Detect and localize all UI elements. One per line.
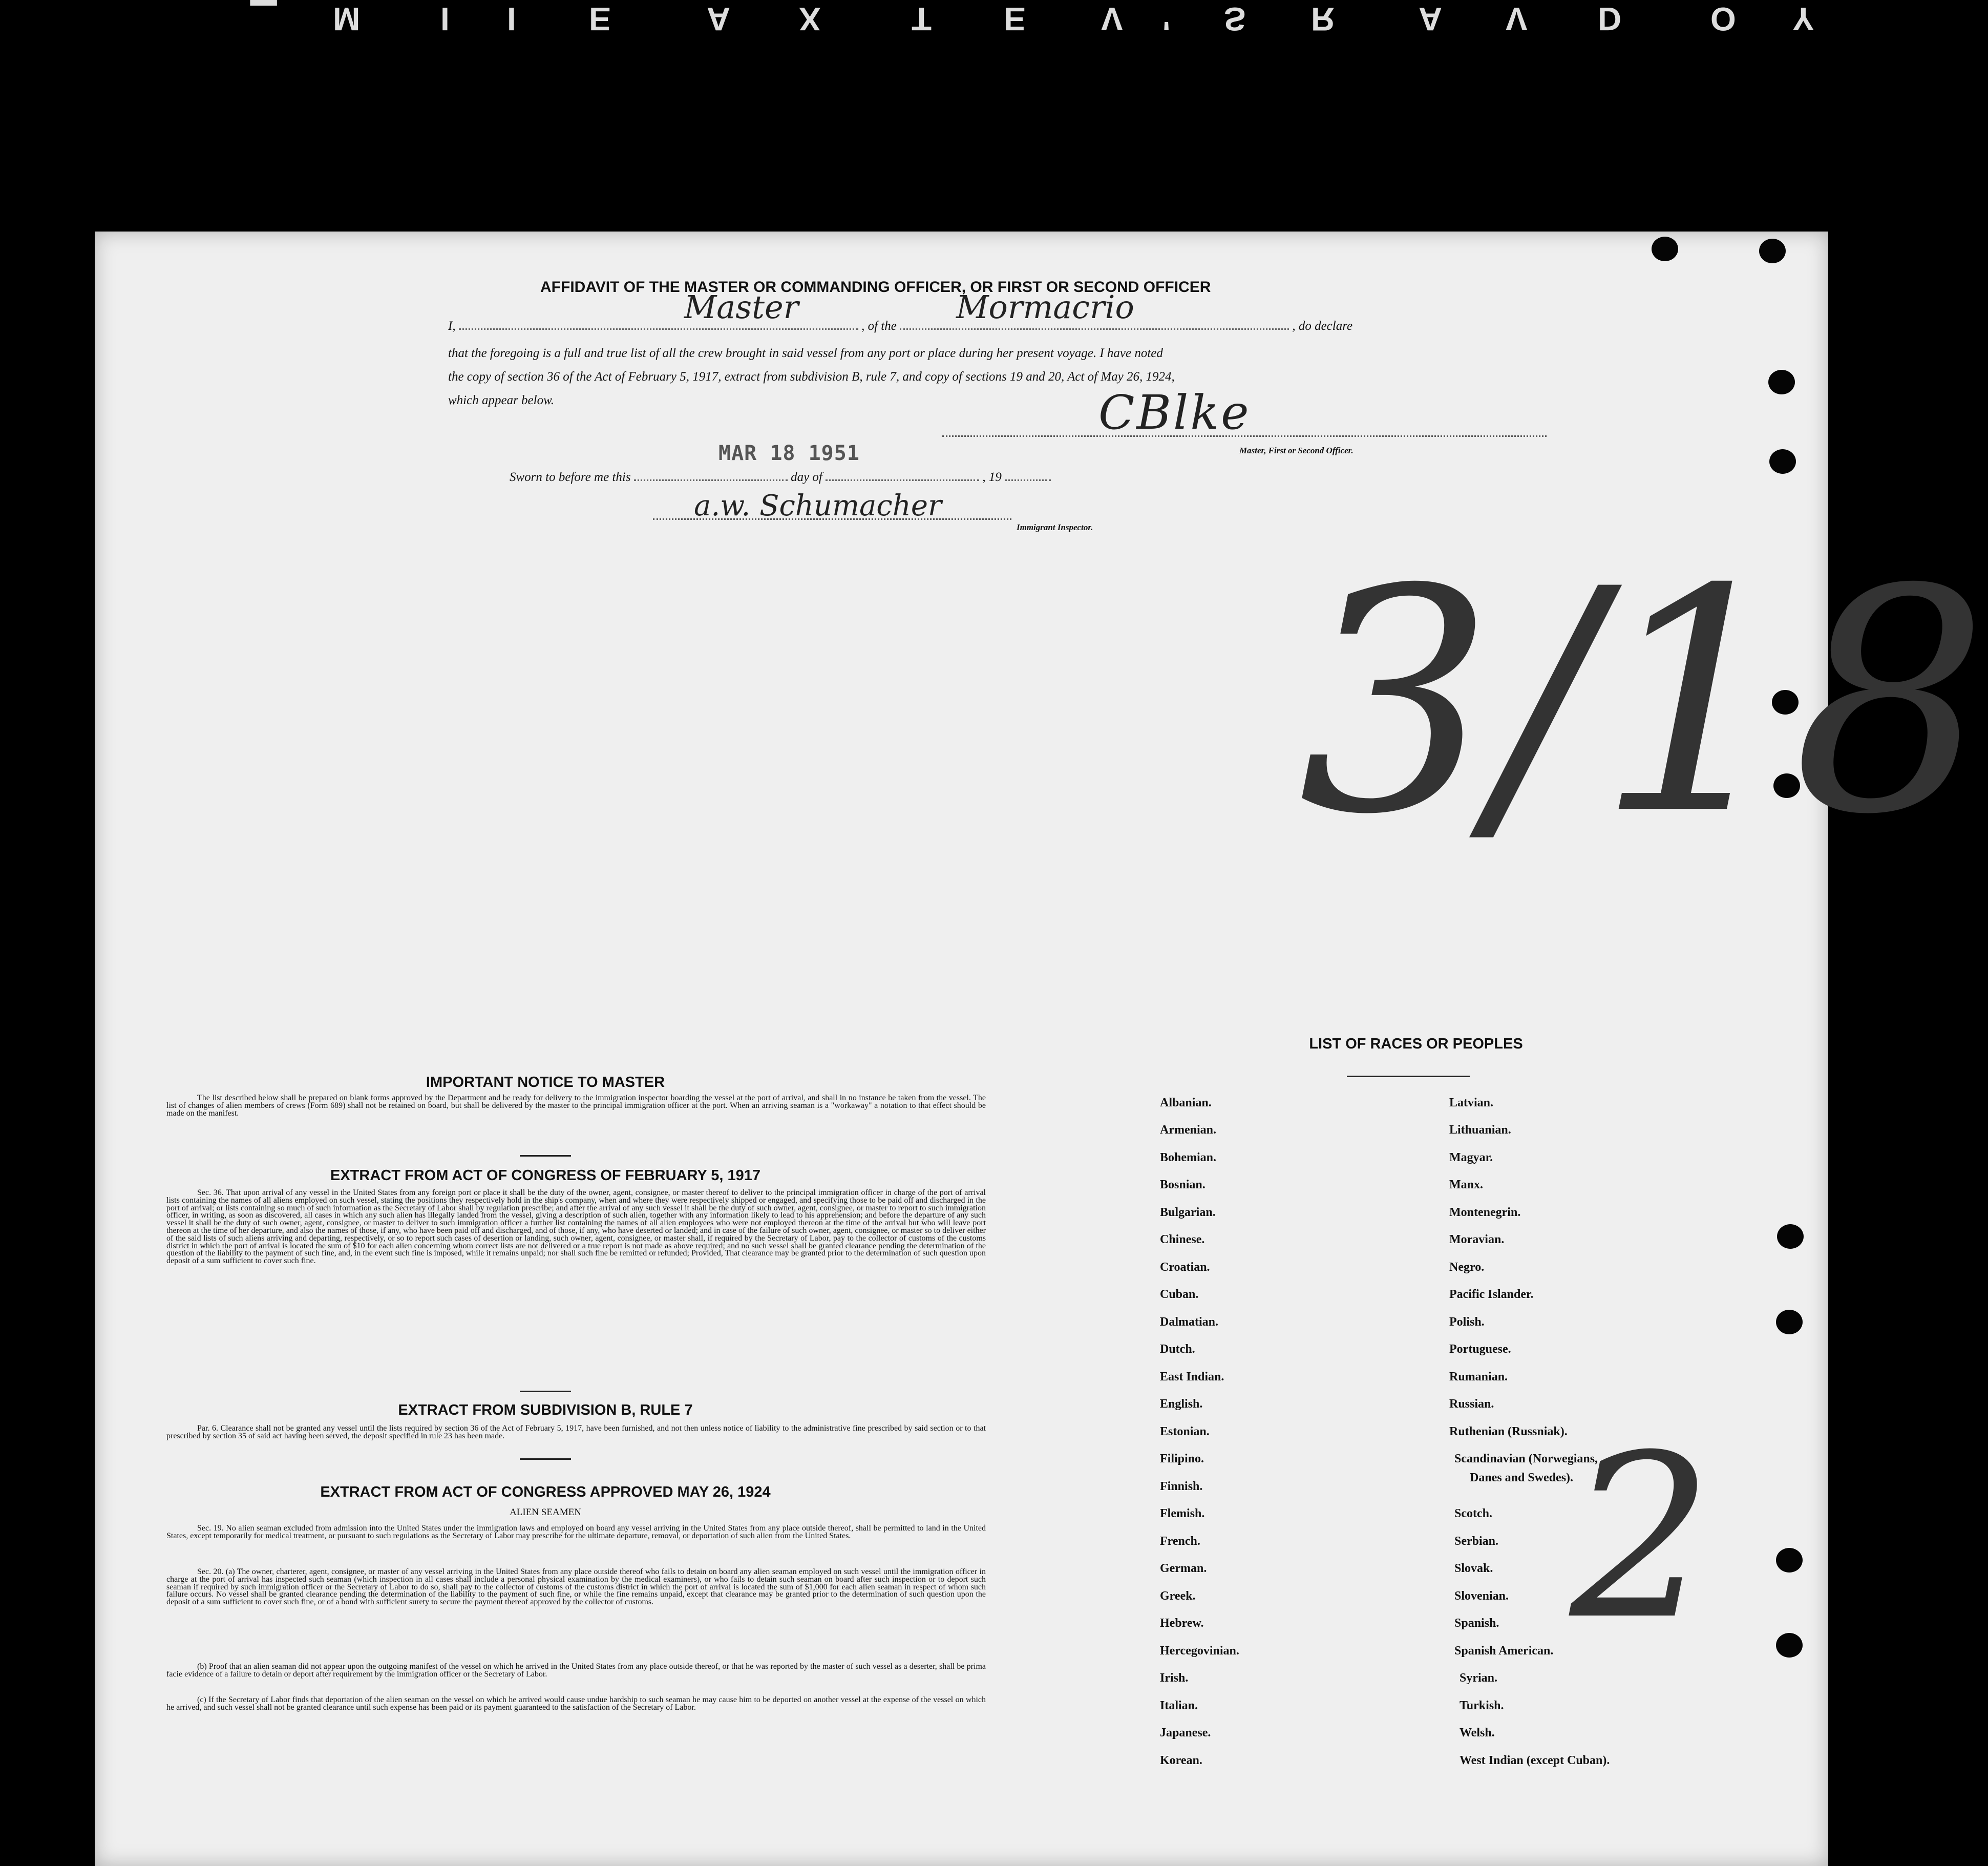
race-item: Scotch. bbox=[1454, 1507, 1492, 1520]
sworn-year: , 19 bbox=[982, 470, 1002, 484]
notice-body: The list described below shall be prepared on blank forms approved by the Department and be ready for delivery to the immigration inspector boarding the vessel at the port of arrival, and shall in no instance be taken from the vessel. The list of changes of alien members of crews (Form 689) shall not be retained on board, but shall be delivered by the master to the principal immigration officer at the port. When an arriving seaman is a "workaway" a notation to that effect should be made on the manifest. bbox=[166, 1094, 986, 1118]
extract-1917-title: EXTRACT FROM ACT OF CONGRESS OF FEBRUARY 5, 1917 bbox=[330, 1167, 761, 1184]
film-header-strip bbox=[0, 0, 1877, 46]
punch-hole bbox=[1776, 1633, 1803, 1658]
race-item: Hebrew. bbox=[1160, 1617, 1204, 1630]
race-item: Welsh. bbox=[1460, 1726, 1495, 1739]
strip-char: I bbox=[507, 1, 557, 37]
handwritten-date-mark: 3/18 bbox=[1298, 523, 1988, 882]
race-item: Dalmatian. bbox=[1160, 1315, 1218, 1329]
races-title: LIST OF RACES OR PEOPLES bbox=[1309, 1036, 1523, 1052]
race-item: Magyar. bbox=[1449, 1151, 1493, 1164]
race-item: Spanish. bbox=[1454, 1617, 1499, 1630]
line1-of: , of the bbox=[861, 319, 897, 333]
handwritten-name: Master bbox=[684, 288, 799, 326]
race-item: Moravian. bbox=[1449, 1233, 1505, 1246]
strip-char: E bbox=[589, 1, 652, 37]
race-item: English. bbox=[1160, 1397, 1203, 1411]
signature-caption: Master, First or Second Officer. bbox=[1239, 446, 1353, 455]
race-item: Flemish. bbox=[1160, 1507, 1205, 1520]
strip-char: O bbox=[1710, 1, 1777, 37]
affidavit-title: AFFIDAVIT OF THE MASTER OR COMMANDING OFFICER, OR FIRST OR SECOND OFFICER bbox=[540, 279, 1211, 296]
race-item: Greek. bbox=[1160, 1589, 1196, 1603]
inspector-caption: Immigrant Inspector. bbox=[1017, 522, 1093, 532]
race-item: Bohemian. bbox=[1160, 1151, 1217, 1164]
extract-1917-body: Sec. 36. That upon arrival of any vessel in the United States from any foreign port or place it shall be the duty of the owner, agent, consignee, or master thereof to deliver to the principal immigration officer in charge of the port of arrival lists containing the names of all aliens employed on such vessel, stating the positions they respectively hold in the ship's company, when and where they were respectively shipped or engaged, and specifying those to be paid off and discharged in the port of arrival; or lists containing so much of such information as the Secretary of Labor shall by regulation prescribe; and after the arrival of any such vessel it shall be the duty of such owner, agent, consignee, or master to report to such immigration officer, in writing, as soon as discovered, all cases in which any such alien has illegally landed from the vessel, giving a description of such alien, together with any information likely to lead to his apprehension; and before the departure of any such vessel it shall be the duty of such owner, agent, consignee, or master to deliver to such immigration officer a further list containing the names of all alien employees who were not employed thereon at the time of the arrival but who will leave port thereon at the time of her departure, and also the names of those, if any, who have been paid off and discharged, and of those, if any, who have deserted or landed; and in case of the failure of such owner, agent, consignee, or master so to deliver either of the said lists of such aliens arriving and departing, respectively, or so to report such cases of desertion or landing, such owner, agent, consignee, or master shall, if required by the Secretary of Labor, pay to the collector of customs of the customs district in which the port of arrival is located the sum of $10 for each alien concerning whom correct lists are not delivered or a true report is not made as above required; and no such vessel shall be granted clearance pending the determination of the question of the liability to the payment of such fine, and, in the event such fine is imposed, while it remains unpaid; nor shall such fine be remitted or refunded; Provided, That clearance may be granted prior to the determination of such question upon deposit of a sum sufficient to cover such fine. bbox=[166, 1188, 986, 1266]
strip-char: V bbox=[1101, 1, 1164, 37]
sec20a-body: Sec. 20. (a) The owner, charterer, agent, consignee, or master of any vessel arriving in the United States from any place outside thereof who fails to detain on board any alien seaman employed on such vessel until the immigration officer in charge at the port of arrival has inspected such seaman (which inspection in all cases shall include a personal physical examination by the medical examiners), or who fails to detain such seaman on board after such inspection or to deport such seaman if required by such immigration officer or the Secretary of Labor to do so, shall pay to the collector of customs of the customs district in which the port of arrival is located the sum of $1,000 for each alien seaman in respect of whom such failure occurs. No vessel shall be granted clearance pending the determination of the liability to the payment of such fine, or while the fine remains unpaid, except that clearance may be granted prior to the determination of such question upon the deposit of a sum sufficient to cover such fine, or of a bond with sufficient surety to secure the payment thereof approved by the collector of customs. bbox=[166, 1567, 986, 1607]
subdivision-title: EXTRACT FROM SUBDIVISION B, RULE 7 bbox=[398, 1402, 693, 1418]
divider bbox=[1347, 1076, 1470, 1077]
race-item: Turkish. bbox=[1460, 1699, 1504, 1712]
strip-char: T bbox=[912, 1, 973, 37]
punch-hole bbox=[1769, 449, 1796, 474]
strip-char: Y bbox=[1792, 1, 1855, 37]
strip-char: D bbox=[1598, 1, 1663, 37]
strip-char: V bbox=[1506, 1, 1569, 37]
strip-char: X bbox=[799, 1, 862, 37]
affidavit-line-3: the copy of section 36 of the Act of February 5, 1917, extract from subdivision B, rule 7, and copy of sections 19 and 20, Act of May 26, 1924, bbox=[448, 370, 1175, 384]
race-item: Bosnian. bbox=[1160, 1178, 1206, 1191]
strip-char: ▁ bbox=[251, 1, 318, 38]
strip-char: A bbox=[1419, 1, 1484, 37]
race-item: East Indian. bbox=[1160, 1370, 1224, 1383]
race-item: Danes and Swedes). bbox=[1470, 1471, 1574, 1484]
subdivision-body: Par. 6. Clearance shall not be granted any vessel until the lists required by section 36 of the Act of February 5, 1917, have been furnished, and not then unless notice of liability to the administrative fine prescribed by said section or to that prescribed by section 35 of said act having been served, the deposit specified in rule 23 has been made. bbox=[166, 1424, 986, 1440]
race-item: Slovak. bbox=[1454, 1562, 1493, 1575]
race-item: Manx. bbox=[1449, 1178, 1483, 1191]
race-item: Rumanian. bbox=[1449, 1370, 1508, 1383]
sec20c-body: (c) If the Secretary of Labor finds that deportation of the alien seaman on the vessel on which he arrived would cause undue hardship to such seaman he may cause him to be deported on another vessel at the expense of the vessel on which he arrived, and such vessel shall not be granted clearance until such expense has been paid or its payment guaranteed to the satisfaction of the Secretary of Labor. bbox=[166, 1695, 986, 1712]
divider bbox=[520, 1391, 571, 1392]
punch-hole bbox=[1759, 239, 1786, 263]
race-item: Polish. bbox=[1449, 1315, 1485, 1329]
race-item: Portuguese. bbox=[1449, 1343, 1511, 1356]
race-item: Montenegrin. bbox=[1449, 1206, 1521, 1219]
master-signature: CBlke bbox=[1098, 385, 1251, 440]
line1-prefix: I, bbox=[448, 319, 456, 333]
sworn-prefix: Sworn to before me this bbox=[510, 470, 631, 484]
race-item: Syrian. bbox=[1460, 1671, 1498, 1685]
race-item: Hercegovinian. bbox=[1160, 1644, 1239, 1658]
race-item: Slovenian. bbox=[1454, 1589, 1509, 1603]
document-page bbox=[95, 232, 1988, 1866]
date-stamp: MAR 18 1951 bbox=[718, 442, 860, 465]
strip-char: ' bbox=[1162, 1, 1212, 37]
race-item: West Indian (except Cuban). bbox=[1460, 1754, 1610, 1767]
sworn-day: day of bbox=[791, 470, 822, 484]
handwritten-number-mark: 2 bbox=[1570, 1407, 1713, 1669]
strip-char: M bbox=[333, 1, 401, 37]
race-item: Finnish. bbox=[1160, 1480, 1203, 1493]
affidavit-line-4: which appear below. bbox=[448, 393, 555, 407]
divider bbox=[520, 1155, 571, 1157]
extract-1924-title: EXTRACT FROM ACT OF CONGRESS APPROVED MAY 26, 1924 bbox=[320, 1484, 771, 1500]
race-item: Spanish American. bbox=[1454, 1644, 1554, 1658]
race-item: Estonian. bbox=[1160, 1425, 1210, 1438]
inspector-signature: a.w. Schumacher bbox=[694, 489, 942, 522]
line1-suffix: , do declare bbox=[1292, 319, 1353, 333]
extract-1924-subtitle: ALIEN SEAMEN bbox=[510, 1507, 581, 1518]
race-item: Scandinavian (Norwegians, bbox=[1454, 1452, 1598, 1465]
race-item: Dutch. bbox=[1160, 1343, 1195, 1356]
punch-hole bbox=[1776, 1310, 1803, 1334]
sec20b-body: (b) Proof that an alien seaman did not appear upon the outgoing manifest of the vessel on which he arrived in the United States from any place outside thereof, or that he was reported by the master of such vessel as a deserter, shall be prima facie evidence of a failure to detain or deport after requirement by the immigration officer or the Secretary of Labor. bbox=[166, 1662, 986, 1679]
race-item: Armenian. bbox=[1160, 1123, 1216, 1137]
handwritten-vessel: Mormacrio bbox=[956, 288, 1134, 326]
sworn-line bbox=[510, 470, 1051, 485]
strip-char: I bbox=[440, 1, 491, 37]
punch-hole bbox=[1776, 1548, 1803, 1573]
race-item: Italian. bbox=[1160, 1699, 1198, 1712]
strip-char: E bbox=[1004, 1, 1067, 37]
race-item: Cuban. bbox=[1160, 1288, 1199, 1301]
race-item: Serbian. bbox=[1454, 1535, 1499, 1548]
sec19-body: Sec. 19. No alien seaman excluded from admission into the United States under the immigration laws and employed on board any vessel arriving in the United States from any place outside thereof, shall be permitted to land in the United States, except temporarily for medical treatment, or pursuant to such regulations as the Secretary of Labor may prescribe for the ultimate departure, removal, or deportation of such alien from the United States. bbox=[166, 1524, 986, 1540]
race-item: Lithuanian. bbox=[1449, 1123, 1511, 1137]
race-item: Ruthenian (Russniak). bbox=[1449, 1425, 1568, 1438]
race-item: Bulgarian. bbox=[1160, 1206, 1216, 1219]
race-item: Negro. bbox=[1449, 1261, 1485, 1274]
race-item: Filipino. bbox=[1160, 1452, 1204, 1465]
punch-hole bbox=[1652, 237, 1678, 261]
notice-title: IMPORTANT NOTICE TO MASTER bbox=[426, 1074, 665, 1091]
race-item: French. bbox=[1160, 1535, 1200, 1548]
strip-char: A bbox=[707, 1, 772, 37]
race-item: Croatian. bbox=[1160, 1261, 1210, 1274]
divider bbox=[520, 1458, 571, 1460]
race-item: Korean. bbox=[1160, 1754, 1202, 1767]
strip-char: R bbox=[1311, 1, 1376, 37]
race-item: Pacific Islander. bbox=[1449, 1288, 1534, 1301]
punch-hole bbox=[1777, 1224, 1804, 1249]
race-item: Russian. bbox=[1449, 1397, 1494, 1411]
affidavit-line-2: that the foregoing is a full and true list of all the crew brought in said vessel from any port or place during her present voyage. I have noted bbox=[448, 346, 1163, 360]
strip-char: S bbox=[1224, 1, 1287, 37]
race-item: Latvian. bbox=[1449, 1096, 1494, 1109]
race-item: Irish. bbox=[1160, 1671, 1189, 1685]
punch-hole bbox=[1768, 370, 1795, 394]
race-item: Albanian. bbox=[1160, 1096, 1212, 1109]
race-item: Japanese. bbox=[1160, 1726, 1211, 1739]
affidavit-line-1 bbox=[448, 288, 1353, 333]
race-item: Chinese. bbox=[1160, 1233, 1205, 1246]
race-item: German. bbox=[1160, 1562, 1207, 1575]
